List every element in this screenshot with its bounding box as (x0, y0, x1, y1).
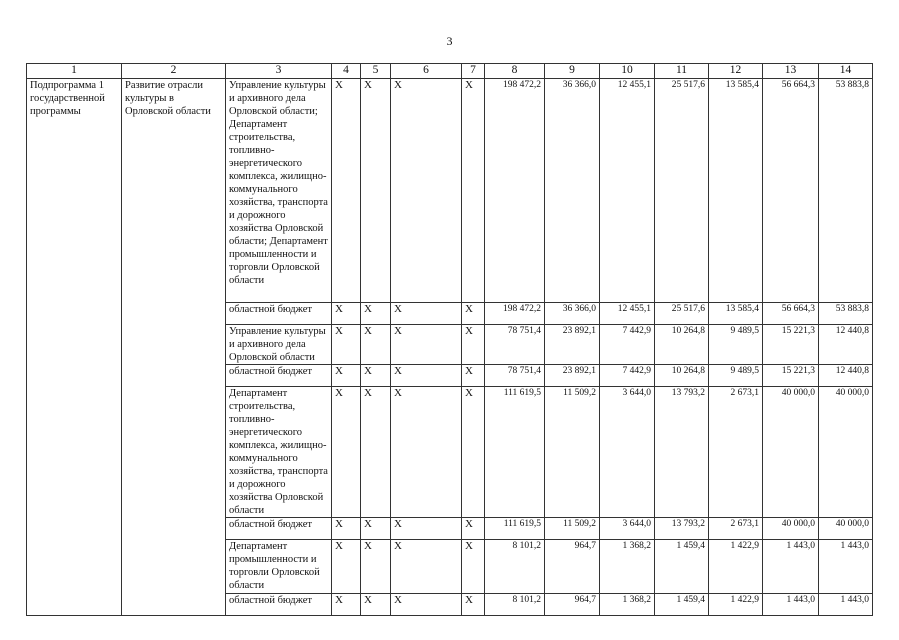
mark-cell: X (391, 79, 462, 303)
executor-cell: Управление культуры и архивного дела Орловской области; Департамент строительства, топливно-энергетического комплекса, жилищно-коммунального хозяйства, транспорта и дорожного хозяйства Орловской области; Департамент промышленности и торговли Орловской области (226, 79, 332, 303)
mark-cell: X (361, 540, 391, 594)
value-cell: 9 489,5 (709, 365, 763, 387)
value-cell: 1 459,4 (655, 594, 709, 616)
value-cell: 12 440,8 (819, 325, 873, 365)
mark-cell: X (332, 303, 361, 325)
column-header: 7 (462, 64, 485, 79)
value-cell: 13 793,2 (655, 387, 709, 518)
value-cell: 1 443,0 (819, 540, 873, 594)
value-cell: 7 442,9 (600, 365, 655, 387)
value-cell: 12 440,8 (819, 365, 873, 387)
value-cell: 15 221,3 (763, 325, 819, 365)
value-cell: 78 751,4 (485, 365, 545, 387)
value-cell: 40 000,0 (763, 387, 819, 518)
column-header: 8 (485, 64, 545, 79)
value-cell: 1 459,4 (655, 540, 709, 594)
column-header: 6 (391, 64, 462, 79)
mark-cell: X (332, 79, 361, 303)
value-cell: 7 442,9 (600, 325, 655, 365)
column-header: 3 (226, 64, 332, 79)
table-row (27, 79, 873, 303)
program-cell: Подпрограмма 1 государственной программы (27, 79, 122, 616)
mark-cell: X (361, 365, 391, 387)
executor-cell: областной бюджет (226, 518, 332, 540)
mark-cell: X (462, 325, 485, 365)
mark-cell: X (462, 387, 485, 518)
mark-cell: X (361, 79, 391, 303)
value-cell: 2 673,1 (709, 518, 763, 540)
mark-cell: X (462, 540, 485, 594)
mark-cell: X (391, 518, 462, 540)
column-header: 5 (361, 64, 391, 79)
mark-cell: X (332, 594, 361, 616)
value-cell: 964,7 (545, 594, 600, 616)
value-cell: 10 264,8 (655, 365, 709, 387)
value-cell: 25 517,6 (655, 79, 709, 303)
mark-cell: X (462, 303, 485, 325)
value-cell: 964,7 (545, 540, 600, 594)
value-cell: 111 619,5 (485, 387, 545, 518)
value-cell: 53 883,8 (819, 303, 873, 325)
column-header: 11 (655, 64, 709, 79)
executor-cell: областной бюджет (226, 303, 332, 325)
value-cell: 56 664,3 (763, 303, 819, 325)
value-cell: 13 793,2 (655, 518, 709, 540)
value-cell: 8 101,2 (485, 540, 545, 594)
value-cell: 13 585,4 (709, 303, 763, 325)
value-cell: 40 000,0 (819, 387, 873, 518)
header-row (27, 64, 873, 79)
mark-cell: X (391, 325, 462, 365)
value-cell: 1 443,0 (763, 540, 819, 594)
mark-cell: X (462, 365, 485, 387)
column-header: 9 (545, 64, 600, 79)
mark-cell: X (332, 365, 361, 387)
value-cell: 53 883,8 (819, 79, 873, 303)
budget-table (26, 63, 873, 616)
value-cell: 56 664,3 (763, 79, 819, 303)
mark-cell: X (391, 387, 462, 518)
value-cell: 3 644,0 (600, 387, 655, 518)
mark-cell: X (361, 303, 391, 325)
column-header: 2 (122, 64, 226, 79)
value-cell: 1 443,0 (819, 594, 873, 616)
value-cell: 78 751,4 (485, 325, 545, 365)
column-header: 13 (763, 64, 819, 79)
executor-cell: Департамент промышленности и торговли Орловской области (226, 540, 332, 594)
mark-cell: X (391, 594, 462, 616)
column-header: 14 (819, 64, 873, 79)
mark-cell: X (391, 540, 462, 594)
value-cell: 1 368,2 (600, 594, 655, 616)
value-cell: 198 472,2 (485, 79, 545, 303)
value-cell: 8 101,2 (485, 594, 545, 616)
value-cell: 1 422,9 (709, 594, 763, 616)
mark-cell: X (361, 518, 391, 540)
mark-cell: X (332, 540, 361, 594)
value-cell: 1 443,0 (763, 594, 819, 616)
column-header: 4 (332, 64, 361, 79)
value-cell: 1 368,2 (600, 540, 655, 594)
mark-cell: X (332, 325, 361, 365)
value-cell: 11 509,2 (545, 387, 600, 518)
value-cell: 2 673,1 (709, 387, 763, 518)
value-cell: 111 619,5 (485, 518, 545, 540)
mark-cell: X (391, 303, 462, 325)
value-cell: 40 000,0 (763, 518, 819, 540)
mark-cell: X (361, 325, 391, 365)
mark-cell: X (462, 79, 485, 303)
value-cell: 9 489,5 (709, 325, 763, 365)
column-header: 12 (709, 64, 763, 79)
column-header: 10 (600, 64, 655, 79)
value-cell: 1 422,9 (709, 540, 763, 594)
value-cell: 36 366,0 (545, 79, 600, 303)
value-cell: 36 366,0 (545, 303, 600, 325)
value-cell: 40 000,0 (819, 518, 873, 540)
executor-cell: областной бюджет (226, 594, 332, 616)
mark-cell: X (332, 518, 361, 540)
mark-cell: X (361, 387, 391, 518)
page-number: 3 (446, 34, 453, 48)
executor-cell: Департамент строительства, топливно-энергетического комплекса, жилищно-коммунального хозяйства, транспорта и дорожного хозяйства Орловской области (226, 387, 332, 518)
direction-cell: Развитие отрасли культуры в Орловской области (122, 79, 226, 616)
mark-cell: X (391, 365, 462, 387)
mark-cell: X (462, 594, 485, 616)
value-cell: 10 264,8 (655, 325, 709, 365)
value-cell: 13 585,4 (709, 79, 763, 303)
value-cell: 12 455,1 (600, 303, 655, 325)
value-cell: 15 221,3 (763, 365, 819, 387)
mark-cell: X (332, 387, 361, 518)
value-cell: 198 472,2 (485, 303, 545, 325)
value-cell: 23 892,1 (545, 365, 600, 387)
value-cell: 12 455,1 (600, 79, 655, 303)
value-cell: 25 517,6 (655, 303, 709, 325)
value-cell: 3 644,0 (600, 518, 655, 540)
mark-cell: X (361, 594, 391, 616)
executor-cell: областной бюджет (226, 365, 332, 387)
value-cell: 23 892,1 (545, 325, 600, 365)
column-header: 1 (27, 64, 122, 79)
executor-cell: Управление культуры и архивного дела Орловской области (226, 325, 332, 365)
mark-cell: X (462, 518, 485, 540)
value-cell: 11 509,2 (545, 518, 600, 540)
